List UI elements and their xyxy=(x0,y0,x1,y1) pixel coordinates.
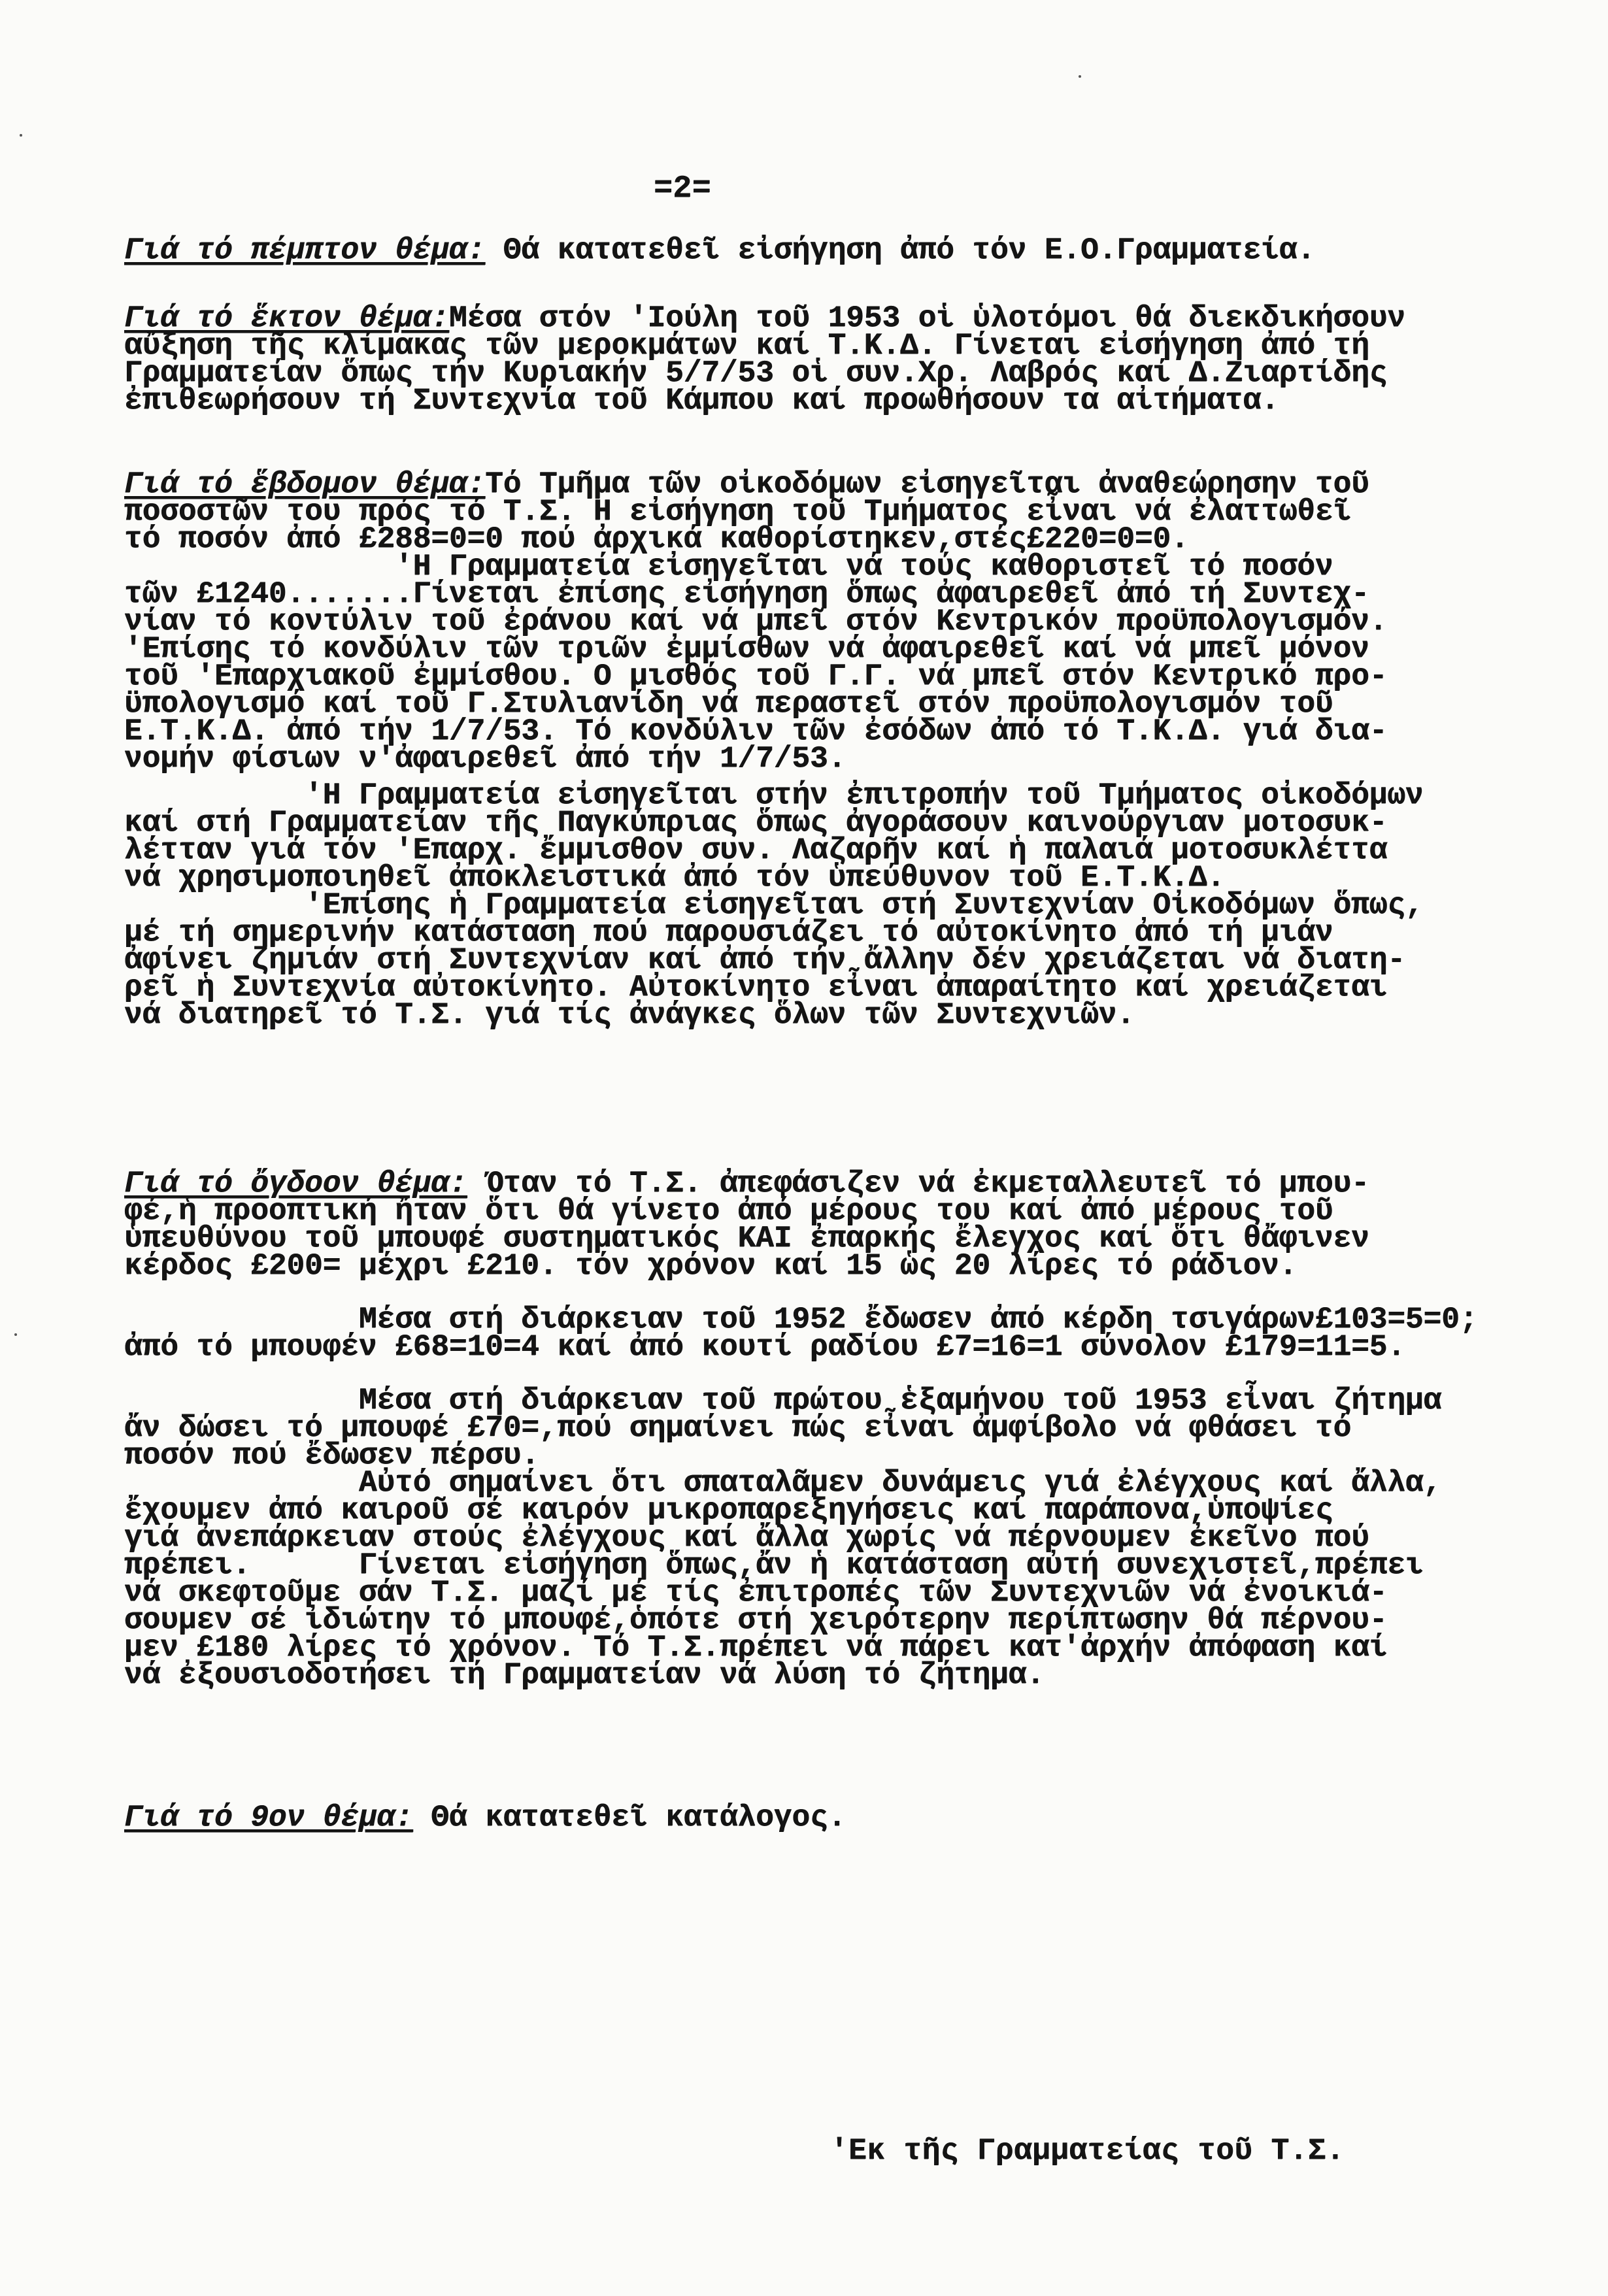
signature-line: 'Εκ τῆς Γραμματείας τοῦ Τ.Σ. xyxy=(830,2134,1345,2168)
section-line: ἄν δώσει τό μπουφέ £70=,πού σημαίνει πώς εἶναι ἀμφίβολο νά φθάσει τό xyxy=(124,1411,1352,1445)
section-line: Αὐτό σημαίνει ὅτι σπαταλᾶμεν δυνάμεις γιά ἐλέγχους καί ἄλλα, xyxy=(124,1466,1442,1500)
section-line: Μέσα στή διάρκειαν τοῦ πρώτου ἑξαμήνου τοῦ 1953 εἶναι ζήτημα xyxy=(124,1384,1442,1418)
section-line: ποσόν πού ἔδωσεν πέρσυ. xyxy=(124,1439,539,1472)
section-sixth-item xyxy=(124,301,1549,418)
section-line xyxy=(124,301,1549,335)
section-line: 'Επίσης τό κονδύλιν τῶν τριῶν ἐμμίσθων νά ἀφαιρεθεῖ καί νά μπεῖ μόνον xyxy=(124,632,1369,666)
section-line: λέτταν γιά τόν 'Επαρχ. ἔμμισθον συν. Λαζαρῆν καί ἡ παλαιά μοτοσυκλέττα xyxy=(124,833,1388,867)
section-heading: Γιά τό πέμπτον θέμα: xyxy=(124,233,486,267)
section-line: Μέσα στή διάρκειαν τοῦ 1952 ἔδωσεν ἀπό κέρδη τσιγάρων£103=5=0; xyxy=(124,1303,1478,1337)
section-line: Ε.Τ.Κ.Δ. ἀπό τήν 1/7/53. Τό κονδύλιν τῶν ἐσόδων ἀπό τό Τ.Κ.Δ. γιά δια- xyxy=(124,714,1388,748)
section-line: καί στή Γραμματείαν τῆς Παγκύπριας ὅπως ἀγοράσουν καινούργιαν μοτοσυκ- xyxy=(124,806,1388,840)
section-seventh-item xyxy=(124,467,1549,1032)
section-line: ἀπό τό μπουφέν £68=10=4 καί ἀπό κουτί ραδίου £7=16=1 σύνολον £179=11=5. xyxy=(124,1330,1405,1364)
section-line: ὑπευθύνου τοῦ μπουφέ συστηματικός ΚΑΙ ἐπαρκής ἔλεγχος καί ὅτι θἄφινεν xyxy=(124,1222,1369,1256)
section-eighth-item xyxy=(124,1167,1549,1692)
section-line: τῶν £1240.......Γίνεται ἐπίσης εἰσήγηση ὅπως ἀφαιρεθεῖ ἀπό τή Συντεχ- xyxy=(124,577,1369,611)
section-line: ϋπολογισμό καί τοῦ Γ.Στυλιανίδη νά περαστεῖ στόν προϋπολογισμόν τοῦ xyxy=(124,687,1333,721)
section-line: νομήν φίσιων ν'ἀφαιρεθεῖ ἀπό τήν 1/7/53. xyxy=(124,742,846,776)
section-line: φέ,ἡ προοπτική ἤταν ὅτι θά γίνετο ἀπό μέρους του καί ἀπό μέρους τοῦ xyxy=(124,1194,1333,1228)
section-line xyxy=(124,233,1549,267)
section-line: ἐπιθεωρήσουν τή Συντεχνία τοῦ Κάμπου καί προωθήσουν τα αἰτήματα. xyxy=(124,384,1279,418)
section-text: Όταν τό Τ.Σ. ἀπεφάσιζεν νά ἐκμεταλλευτεῖ τό μπου- xyxy=(467,1167,1369,1201)
section-heading: Γιά τό ἕβδομον θέμα: xyxy=(124,467,486,501)
section-line: ρεῖ ἡ Συντεχνία αὐτοκίνητο. Αὐτοκίνητο εἶναι ἀπαραίτητο καί χρειάζεται xyxy=(124,971,1388,1005)
section-line: 'Η Γραμματεία εἰσηγεῖται νά τούς καθοριστεῖ τό ποσόν xyxy=(124,550,1333,584)
section-line: νά χρησιμοποιηθεῖ ἀποκλειστικά ἀπό τόν ὑπεύθυνον τοῦ Ε.Τ.Κ.Δ. xyxy=(124,861,1225,895)
section-line: νά ἐξουσιοδοτήσει τή Γραμματείαν νά λύση τό ζήτημα. xyxy=(124,1658,1045,1692)
section-line: νά διατηρεῖ τό Τ.Σ. γιά τίς ἀνάγκες ὅλων τῶν Συντεχνιῶν. xyxy=(124,998,1135,1032)
section-heading: Γιά τό ἕκτον θέμα: xyxy=(124,301,449,335)
section-heading: Γιά τό ὄγδοον θέμα: xyxy=(124,1167,467,1201)
section-line: νά σκεφτοῦμε σάν Τ.Σ. μαζί μέ τίς ἐπιτροπές τῶν Συντεχνιῶν νά ἐνοικιά- xyxy=(124,1576,1388,1610)
section-fifth-item xyxy=(124,233,1549,267)
section-text: Τό Τμῆμα τῶν οἰκοδόμων εἰσηγεῖται ἀναθεώρησην τοῦ xyxy=(485,467,1369,501)
section-line: ἔχουμεν ἀπό καιροῦ σέ καιρόν μικροπαρεξηγήσεις καί παράπονα,ὑποψίες xyxy=(124,1493,1333,1527)
section-line: 'Επίσης ἡ Γραμματεία εἰσηγεῖται στή Συντεχνίαν Οἰκοδόμων ὅπως, xyxy=(124,888,1424,922)
section-line: 'Η Γραμματεία εἰσηγεῖται στήν ἐπιτροπήν τοῦ Τμήματος οἰκοδόμων xyxy=(124,778,1424,812)
section-line: τοῦ 'Επαρχιακοῦ ἐμμίσθου. Ο μισθός τοῦ Γ.Γ. νά μπεῖ στόν Κεντρικό προ- xyxy=(124,659,1388,693)
section-ninth-item xyxy=(124,1801,1549,1835)
section-line: ποσοστῶν του πρός τό Τ.Σ. Η εἰσήγηση τοῦ Τμήματος εἶναι νά ἐλαττωθεῖ xyxy=(124,495,1352,529)
page-number: =2= xyxy=(654,171,711,207)
section-line: τό ποσόν ἀπό £288=0=0 πού ἀρχικά καθορίστηκεν,στές£220=0=0. xyxy=(124,522,1189,556)
section-text: Θά κατατεθεῖ κατάλογος. xyxy=(412,1801,846,1835)
section-line xyxy=(124,1167,1549,1201)
section-line: μέ τή σημερινήν κατάσταση πού παρουσιάζει τό αὐτοκίνητο ἀπό τή μιάν xyxy=(124,916,1333,950)
section-line: ἀφίνει ζημιάν στή Συντεχνίαν καί ἀπό τήν ἄλλην δέν χρειάζεται νά διατη- xyxy=(124,943,1405,977)
scan-speck xyxy=(20,134,22,137)
section-line: Γραμματείαν ὅπως τήν Κυριακήν 5/7/53 οἱ συν.Χρ. Λαβρός καί Δ.Ζιαρτίδης xyxy=(124,356,1388,390)
section-line: κέρδος £200= μέχρι £210. τόν χρόνον καί 15 ὡς 20 λίρες τό ράδιον. xyxy=(124,1249,1298,1283)
section-text: Μέσα στόν 'Ιούλη τοῦ 1953 οἱ ὑλοτόμοι θά διεκδικήσουν xyxy=(448,301,1405,335)
section-line xyxy=(124,467,1549,501)
scan-speck xyxy=(14,1333,17,1336)
section-line xyxy=(124,1801,1549,1835)
section-line: νίαν τό κοντύλιν τοῦ ἐράνου καί νά μπεῖ στόν Κεντρικόν προϋπολογισμόν. xyxy=(124,605,1388,639)
section-text: Θά κατατεθεῖ εἰσήγηση ἀπό τόν Ε.Ο.Γραμματεία. xyxy=(485,233,1315,267)
section-line: σουμεν σέ ἰδιώτην τό μπουφέ,ὁπότε στή χειρότερην περίπτωσην θά πέρνου- xyxy=(124,1603,1388,1637)
section-line: πρέπει. Γίνεται εἰσήγηση ὅπως,ἄν ἡ κατάσταση αὐτή συνεχιστεῖ,πρέπει xyxy=(124,1548,1424,1582)
section-line: μεν £180 λίρες τό χρόνον. Τό Τ.Σ.πρέπει νά πάρει κατ'ἀρχήν ἀπόφαση καί xyxy=(124,1631,1388,1665)
section-line: γιά ἀνεπάρκειαν στούς ἐλέγχους καί ἄλλα χωρίς νά πέρνουμεν ἐκεῖνο πού xyxy=(124,1521,1369,1555)
section-line: αὔξηση τῆς κλίμακας τῶν μεροκμάτων καί Τ.Κ.Δ. Γίνεται εἰσήγηση ἀπό τή xyxy=(124,329,1369,363)
section-heading: Γιά τό 9ον θέμα: xyxy=(124,1801,413,1835)
scan-speck xyxy=(1079,75,1081,78)
